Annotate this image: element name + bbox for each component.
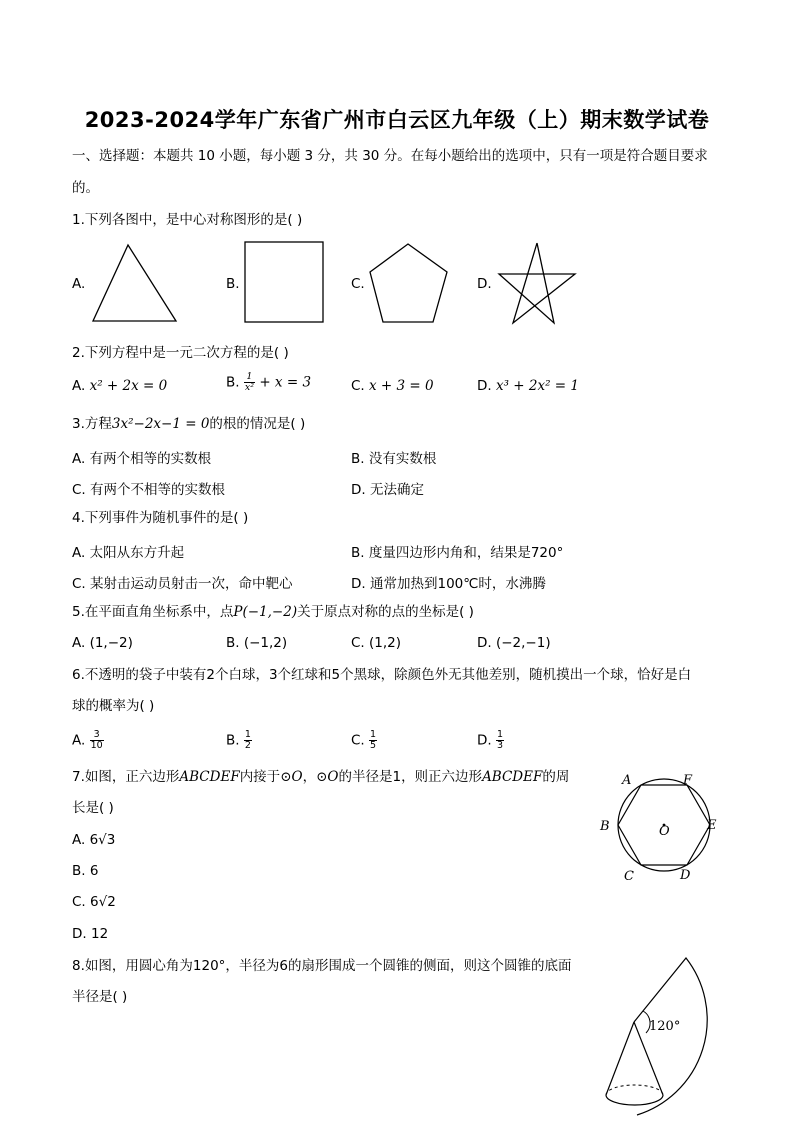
q1-option-a-label: A. <box>72 276 86 292</box>
q4-stem: 4.下列事件为随机事件的是( ) <box>72 510 249 526</box>
q7-option-b: B. 6 <box>72 863 99 879</box>
q6-option-a-num: 3 <box>90 730 104 741</box>
q6-option-c <box>351 730 377 751</box>
center-label-o: O <box>659 824 670 839</box>
q4-option-b-text: B. 度量四边形内角和，结果是 <box>351 545 531 561</box>
q4-option-c: C. 某射击运动员射击一次，命中靶心 <box>72 576 293 592</box>
q2-option-b-numerator: 1 <box>244 372 255 383</box>
q5-option-d: D. (−2,−1) <box>477 635 551 651</box>
q7-radius: 1 <box>392 769 402 785</box>
q7-text-2: 内接于 <box>239 769 281 785</box>
q6-option-d-fraction <box>496 730 504 751</box>
star-figure <box>496 242 578 326</box>
q2-option-c-expr: x + 3 = 0 <box>369 378 434 394</box>
q4-option-d <box>351 572 546 592</box>
q6-stem-line1: 6.不透明的袋子中装有2个白球，3个红球和5个黑球，除颜色外无其他差别，随机摸出一个球，恰好是白 <box>72 667 692 683</box>
q5-option-c: C. (1,2) <box>351 635 402 651</box>
q6-option-a-den: 10 <box>90 740 103 751</box>
q4-option-d-pre: D. 通常加热到 <box>351 576 438 592</box>
q6-option-c-fraction <box>369 730 377 751</box>
q7-option-c: C. 6√2 <box>72 894 116 910</box>
section-instruction-line1: 一、选择题：本题共 10 小题，每小题 3 分，共 30 分。在每小题给出的选项中，只有一项是符合题目要求 <box>72 148 708 164</box>
q2-option-b <box>226 372 311 393</box>
q6-option-d-den: 3 <box>496 740 504 751</box>
q4-option-a: A. 太阳从东方升起 <box>72 545 185 561</box>
q2-option-d-expr: x³ + 2x² = 1 <box>495 378 580 394</box>
q2-option-b-rest: + x = 3 <box>259 374 312 391</box>
q6-option-c-num: 1 <box>370 729 377 740</box>
q6-option-d-label: D. <box>477 732 492 749</box>
vertex-label-c: C <box>624 869 634 884</box>
sector-cone-figure <box>596 954 726 1120</box>
q6-option-d-num: 1 <box>496 729 504 740</box>
q4-option-b-value: 720° <box>530 545 564 561</box>
section-instruction-line2: 的。 <box>72 180 99 196</box>
q2-option-a-expr: x² + 2x = 0 <box>89 378 168 394</box>
vertex-label-f: F <box>683 773 693 788</box>
q8-angle: 120° <box>192 958 226 974</box>
q3-option-d: D. 无法确定 <box>351 482 424 498</box>
q6-option-b-num: 1 <box>244 729 251 740</box>
q7-text-1: 7.如图，正六边形 <box>72 769 180 785</box>
q7-hexagon-name-2: ABCDEF <box>482 769 543 785</box>
q2-option-d-label: D. <box>477 378 492 394</box>
q5-stem-post: 关于原点对称的点的坐标是( ) <box>297 604 474 620</box>
q7-text-3: ， <box>302 769 317 785</box>
q5-stem-point: P(−1,−2) <box>233 604 298 620</box>
sector-angle-label: 120° <box>649 1019 681 1034</box>
q3-option-c: C. 有两个不相等的实数根 <box>72 482 226 498</box>
q6-option-b-fraction <box>244 730 252 751</box>
q6-option-b-label: B. <box>226 732 240 749</box>
q6-option-a-fraction <box>90 730 104 751</box>
pentagon-figure <box>368 242 452 326</box>
q1-option-c-label: C. <box>351 276 365 292</box>
q2-stem: 2.下列方程中是一元二次方程的是( ) <box>72 345 289 361</box>
q3-option-b: B. 没有实数根 <box>351 451 437 467</box>
q7-hexagon-name: ABCDEF <box>179 769 240 785</box>
q2-option-c-label: C. <box>351 378 365 394</box>
hexagon-in-circle-figure <box>594 768 724 884</box>
q7-text-4: 的半径是 <box>338 769 393 785</box>
q7-option-a: A. 6√3 <box>72 832 116 848</box>
square-figure <box>244 241 326 323</box>
vertex-label-d: D <box>680 868 691 883</box>
q5-option-b: B. (−1,2) <box>226 635 288 651</box>
q3-stem-expr: 3x²−2x−1 = 0 <box>111 416 210 432</box>
vertex-label-a: A <box>622 773 632 788</box>
q8-text-2: ，半径为6的扇形围成一个圆锥的侧面，则这个圆锥的底面 <box>225 958 572 974</box>
q8-stem-line2: 半径是( ) <box>72 989 128 1005</box>
q2-option-b-denominator: x² <box>244 382 255 393</box>
q6-option-d <box>477 730 504 751</box>
triangle-figure <box>90 242 180 324</box>
q5-stem <box>72 603 474 621</box>
q6-option-a <box>72 730 104 751</box>
q6-option-b-den: 2 <box>244 740 251 751</box>
q6-option-b <box>226 730 252 751</box>
vertex-label-b: B <box>600 819 610 834</box>
q4-option-b <box>351 541 563 561</box>
q7-circle-name: ⊙O <box>280 769 303 785</box>
q7-circle-name-2: ⊙O <box>316 769 339 785</box>
q8-stem-line1 <box>72 957 572 975</box>
q7-text-6: 的周 <box>542 769 570 785</box>
q3-option-a: A. 有两个相等的实数根 <box>72 451 212 467</box>
q1-option-b-label: B. <box>226 276 240 292</box>
q3-stem-post: 的根的情况是( ) <box>209 416 306 432</box>
vertex-label-e: E <box>707 818 717 833</box>
q3-stem <box>72 415 305 433</box>
q7-text-5: ，则正六边形 <box>401 769 483 785</box>
q2-option-a <box>72 378 167 394</box>
q7-stem-line2: 长是( ) <box>72 800 114 816</box>
q6-option-c-label: C. <box>351 732 365 749</box>
q2-option-a-label: A. <box>72 378 86 394</box>
q2-option-b-fraction <box>244 372 255 393</box>
q2-option-d <box>477 378 579 394</box>
q6-option-a-label: A. <box>72 732 86 749</box>
q4-option-d-value: 100℃ <box>437 576 479 592</box>
q1-stem: 1.下列各图中，是中心对称图形的是( ) <box>72 212 303 228</box>
q6-option-c-den: 5 <box>370 740 377 751</box>
q5-stem-pre: 5.在平面直角坐标系中，点 <box>72 604 234 620</box>
page-title: 2023-2024学年广东省广州市白云区九年级（上）期末数学试卷 <box>84 108 710 132</box>
q2-option-b-label: B. <box>226 374 240 391</box>
q7-stem-line1 <box>72 768 569 786</box>
q7-option-d: D. 12 <box>72 926 109 942</box>
q8-text-1: 8.如图，用圆心角为 <box>72 958 193 974</box>
q4-option-d-post: 时，水沸腾 <box>478 576 546 592</box>
q6-stem-line2: 球的概率为( ) <box>72 698 155 714</box>
q3-stem-pre: 3.方程 <box>72 416 112 432</box>
q1-option-d-label: D. <box>477 276 492 292</box>
q5-option-a: A. (1,−2) <box>72 635 133 651</box>
q2-option-c <box>351 378 434 394</box>
